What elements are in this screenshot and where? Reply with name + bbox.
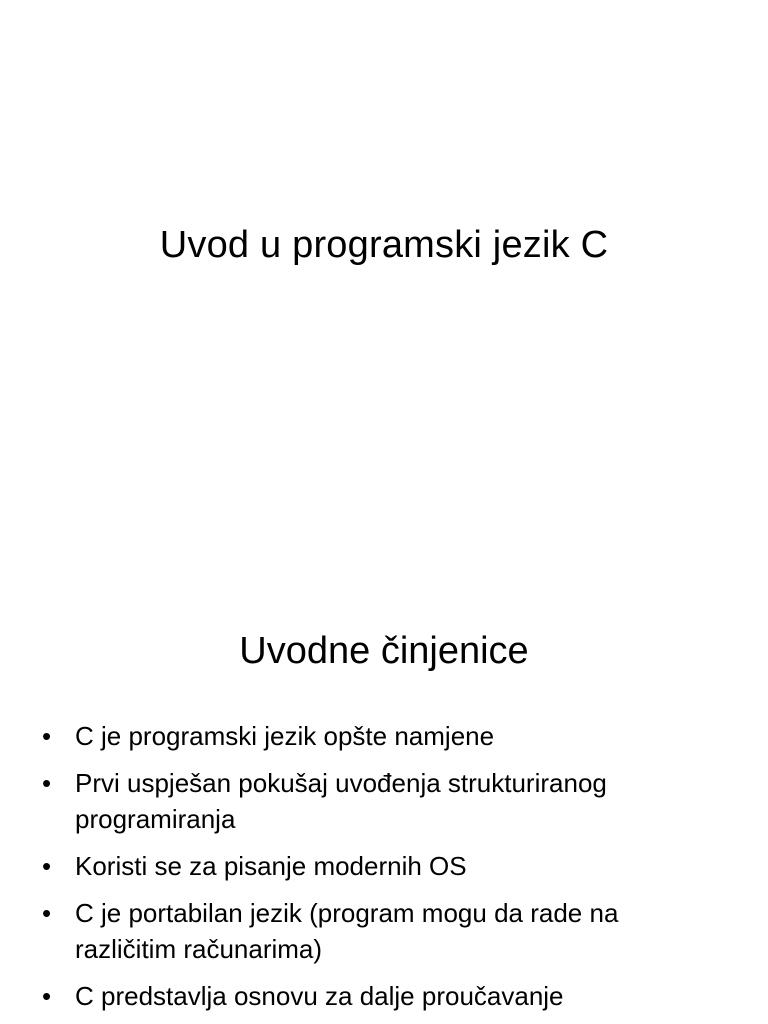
slide-heading: Uvodne činjenice [239,630,529,672]
bullet-text: C je programski jezik opšte namjene [75,721,495,751]
list-item [42,978,722,1014]
list-item [42,718,722,754]
bullet-text: C je portabilan jezik (program mogu da rade na različitim računarima) [75,898,619,964]
slide-intro-facts [0,576,768,1024]
bullet-icon: • [42,721,52,751]
list-item [42,895,722,967]
bullet-icon: • [42,851,52,881]
presentation-title: Uvod u programski jezik C [159,224,609,266]
bullet-icon: • [42,898,52,928]
list-item [42,848,722,884]
bullet-text: Koristi se za pisanje modernih OS [75,851,467,881]
bullet-icon: • [42,768,52,798]
bullet-text: Prvi uspješan pokušaj uvođenja strukturiranog programiranja [75,768,607,834]
bullet-text: C predstavlja osnovu za dalje proučavanje [75,981,564,1011]
list-item [42,765,722,837]
bullet-list [42,718,722,1024]
bullet-icon: • [42,981,52,1011]
